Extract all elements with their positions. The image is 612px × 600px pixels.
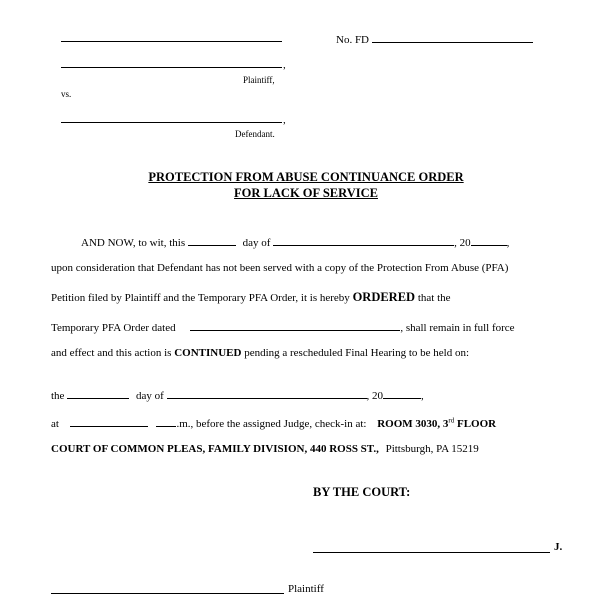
- order-line-4: Temporary PFA Order dated , shall remain in full force: [51, 319, 515, 334]
- order-title-line2: FOR LACK OF SERVICE: [234, 186, 378, 200]
- hearing-day-field[interactable]: [67, 387, 129, 399]
- order-line-6: the day of , 20 ,: [51, 387, 424, 402]
- month-field[interactable]: [273, 234, 454, 246]
- hearing-time-field[interactable]: [70, 415, 148, 427]
- judge-suffix: J.: [554, 541, 563, 553]
- defendant-name-line[interactable]: [61, 122, 282, 123]
- order-line-8: COURT OF COMMON PLEAS, FAMILY DIVISION, 440 ROSS ST., Pittsburgh, PA 15219: [51, 443, 479, 455]
- ordered-keyword: ORDERED: [352, 290, 416, 304]
- temporary-order-date-field[interactable]: [190, 319, 400, 331]
- plaintiff-signature-label: Plaintiff: [288, 583, 324, 595]
- order-line-2: upon consideration that Defendant has not been served with a copy of the Protection From Abuse (PFA): [51, 262, 509, 274]
- plaintiff-name-line[interactable]: [61, 67, 282, 68]
- plaintiff-comma: ,: [283, 59, 286, 71]
- vs-label: vs.: [61, 89, 72, 99]
- defendant-label: Defendant.: [235, 129, 275, 139]
- am-pm-field[interactable]: [156, 415, 176, 427]
- plaintiff-signature-line[interactable]: [51, 593, 284, 594]
- order-line-3: Petition filed by Plaintiff and the Temporary PFA Order, it is hereby ORDERED that the: [51, 290, 451, 304]
- caption-line-top: [61, 41, 282, 42]
- year-field[interactable]: [471, 234, 507, 246]
- order-line-5: and effect and this action is CONTINUED pending a rescheduled Final Hearing to be held on:: [51, 347, 470, 359]
- docket-number-label: No. FD: [336, 31, 533, 46]
- hearing-year-field[interactable]: [383, 387, 421, 399]
- day-field[interactable]: [188, 234, 236, 246]
- docket-number-field[interactable]: [372, 31, 533, 43]
- order-line-7: at .m., before the assigned Judge, check-in at: ROOM 3030, 3rd FLOOR: [51, 416, 497, 430]
- plaintiff-label: Plaintiff,: [243, 75, 275, 85]
- order-title-line1: PROTECTION FROM ABUSE CONTINUANCE ORDER: [148, 170, 464, 184]
- judge-signature-line[interactable]: [313, 552, 550, 553]
- by-the-court-label: BY THE COURT:: [313, 485, 411, 499]
- continued-keyword: CONTINUED: [174, 347, 242, 359]
- hearing-month-field[interactable]: [167, 387, 367, 399]
- defendant-comma: ,: [283, 114, 286, 126]
- order-line-1: AND NOW, to wit, this day of , 20 ,: [81, 234, 509, 249]
